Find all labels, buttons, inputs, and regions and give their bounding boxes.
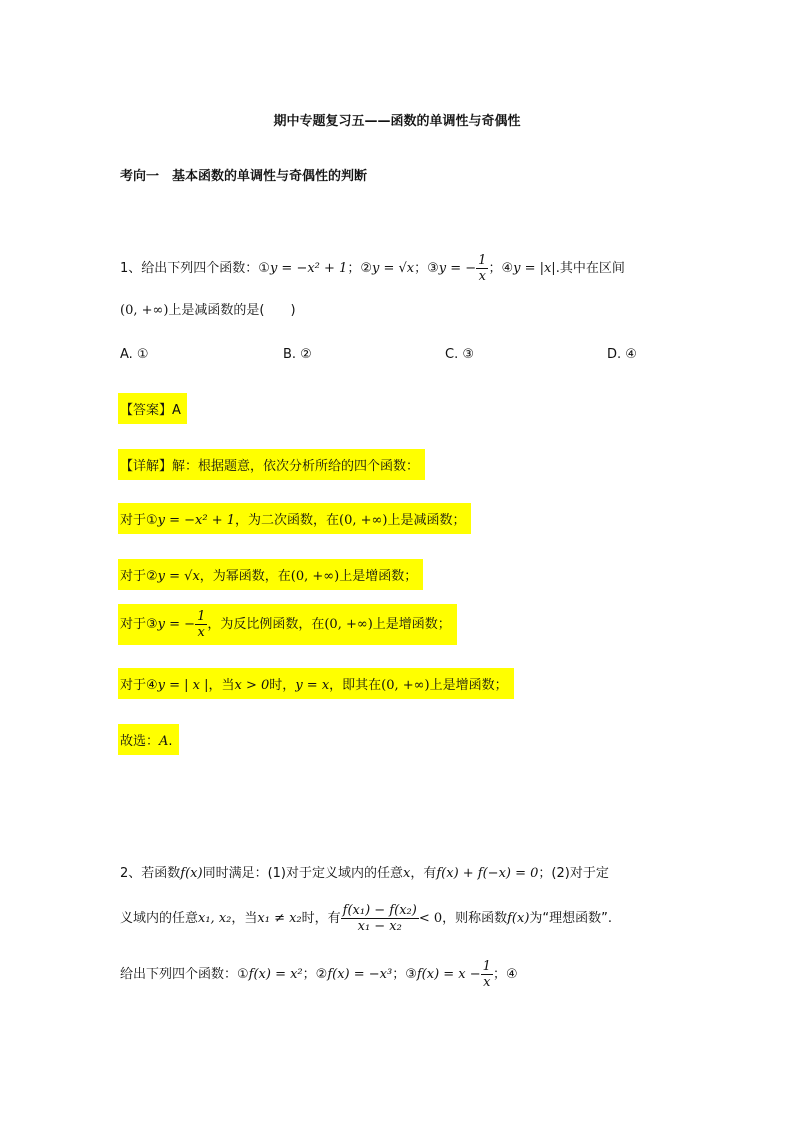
q2-text: 义域内的任意 <box>120 911 199 926</box>
fraction-numerator: f(x₁) − f(x₂) <box>342 903 417 918</box>
fraction-numerator: 1 <box>478 253 487 268</box>
answer-label: 【答案】A <box>118 393 187 424</box>
final-choice <box>118 724 179 755</box>
q1-sep-2: ；③ <box>414 261 439 276</box>
q2-odd-condition: f(x) + f(−x) = 0 <box>436 866 539 881</box>
option-c: C. ③ <box>445 347 474 362</box>
q2-stem-line2 <box>120 904 612 933</box>
option-b: B. ② <box>283 347 312 362</box>
step-text: ，为二次函数，在 <box>235 513 340 528</box>
q2-func-3-fraction <box>481 960 493 989</box>
step-conclusion: 上是增函数； <box>339 569 418 584</box>
q2-function: f(x) <box>180 866 203 881</box>
step-conclusion: 上是增函数； <box>429 678 508 693</box>
q1-stem-line2 <box>120 299 296 318</box>
q1-sep-3: ；④ <box>488 261 514 276</box>
step-conclusion: 上是减函数； <box>387 513 466 528</box>
q1-func-2: y = √x <box>371 261 415 276</box>
q2-vars: x₁, x₂ <box>198 911 232 926</box>
step-label: 对于④ <box>120 678 158 693</box>
fraction-denominator: x <box>478 269 486 284</box>
solution-step-2 <box>118 559 423 590</box>
step-text: ，当 <box>208 678 235 693</box>
q2-func-1: f(x) = x² <box>248 967 303 982</box>
fraction-numerator: 1 <box>197 609 206 624</box>
q1-interval: (0, +∞) <box>120 303 169 318</box>
step-fraction <box>195 610 207 639</box>
q2-function: f(x) <box>507 911 530 926</box>
q1-sep-1: ；② <box>347 261 372 276</box>
step-function: y = | x | <box>157 678 209 693</box>
step-text-3: ，即其在 <box>329 678 382 693</box>
q2-sep-1: ；② <box>302 967 328 982</box>
step-text: ，为反比例函数，在 <box>207 617 325 632</box>
q2-text-5: 为“理想函数”. <box>529 911 613 926</box>
q2-text: 给出下列四个函数：① <box>120 967 249 982</box>
q1-line2: 上是减函数的是( ) <box>168 303 296 318</box>
fraction-denominator: x <box>197 625 205 640</box>
step-function: y = −x² + 1 <box>157 513 236 528</box>
q1-func-4: y = |x| <box>513 261 556 276</box>
step-conclusion: 上是增函数； <box>372 617 451 632</box>
option-a: A. ① <box>120 347 149 362</box>
q2-text-2: ，当 <box>231 911 258 926</box>
step-text: ，为幂函数，在 <box>199 569 291 584</box>
q2-condition: x₁ ≠ x₂ <box>257 911 302 926</box>
q1-stem-line1 <box>120 254 625 283</box>
q1-func-1: y = −x² + 1 <box>269 261 348 276</box>
q2-text-4: ；(2)对于定 <box>538 866 609 881</box>
q2-text: 2、若函数 <box>120 866 181 881</box>
q1-func-3: y = − <box>438 261 477 276</box>
step-interval: (0, +∞) <box>381 678 430 693</box>
step-function: y = − <box>157 617 196 632</box>
solution-step-3 <box>118 604 457 645</box>
step-function-2: y = x <box>295 678 330 693</box>
q2-sep-3: ；④ <box>492 967 518 982</box>
q2-stem-line3 <box>120 960 518 989</box>
final-answer: A <box>159 734 169 749</box>
q2-func-2: f(x) = −x³ <box>327 967 393 982</box>
q2-text-3: 时，有 <box>301 911 341 926</box>
q2-sep-2: ；③ <box>392 967 417 982</box>
q2-func-3: f(x) = x − <box>416 967 481 982</box>
option-d: D. ④ <box>607 347 637 362</box>
q2-text-2: 同时满足：(1)对于定义域内的任意 <box>202 866 403 881</box>
final-period: . <box>168 734 173 749</box>
detail-intro: 【详解】解：根据题意，依次分析所给的四个函数： <box>118 449 425 480</box>
solution-step-4 <box>118 668 514 699</box>
q1-prefix: 1、给出下列四个函数：① <box>120 261 270 276</box>
q2-text-4: ，则称函数 <box>442 911 508 926</box>
step-text-2: 时， <box>269 678 296 693</box>
q2-stem-line1 <box>120 862 609 881</box>
q1-func-3-fraction <box>476 254 488 283</box>
q2-var: x <box>403 866 411 881</box>
step-condition: x > 0 <box>234 678 270 693</box>
step-label: 对于① <box>120 513 158 528</box>
solution-step-1 <box>118 503 471 534</box>
step-label: 对于③ <box>120 617 158 632</box>
q2-difference-quotient <box>341 904 419 933</box>
final-label: 故选： <box>120 734 160 749</box>
step-interval: (0, +∞) <box>290 569 340 584</box>
step-label: 对于② <box>120 569 158 584</box>
page-title: 期中专题复习五——函数的单调性与奇偶性 <box>273 114 521 129</box>
step-function: y = √x <box>157 569 200 584</box>
fraction-denominator: x <box>483 975 491 990</box>
step-interval: (0, +∞) <box>324 617 373 632</box>
q2-inequality: < 0 <box>418 911 443 926</box>
section-heading: 考向一 基本函数的单调性与奇偶性的判断 <box>120 169 368 184</box>
fraction-denominator: x₁ − x₂ <box>357 919 402 934</box>
q1-tail: .其中在区间 <box>555 261 625 276</box>
fraction-numerator: 1 <box>482 959 491 974</box>
step-interval: (0, +∞) <box>339 513 388 528</box>
q2-text-3: ，有 <box>410 866 437 881</box>
